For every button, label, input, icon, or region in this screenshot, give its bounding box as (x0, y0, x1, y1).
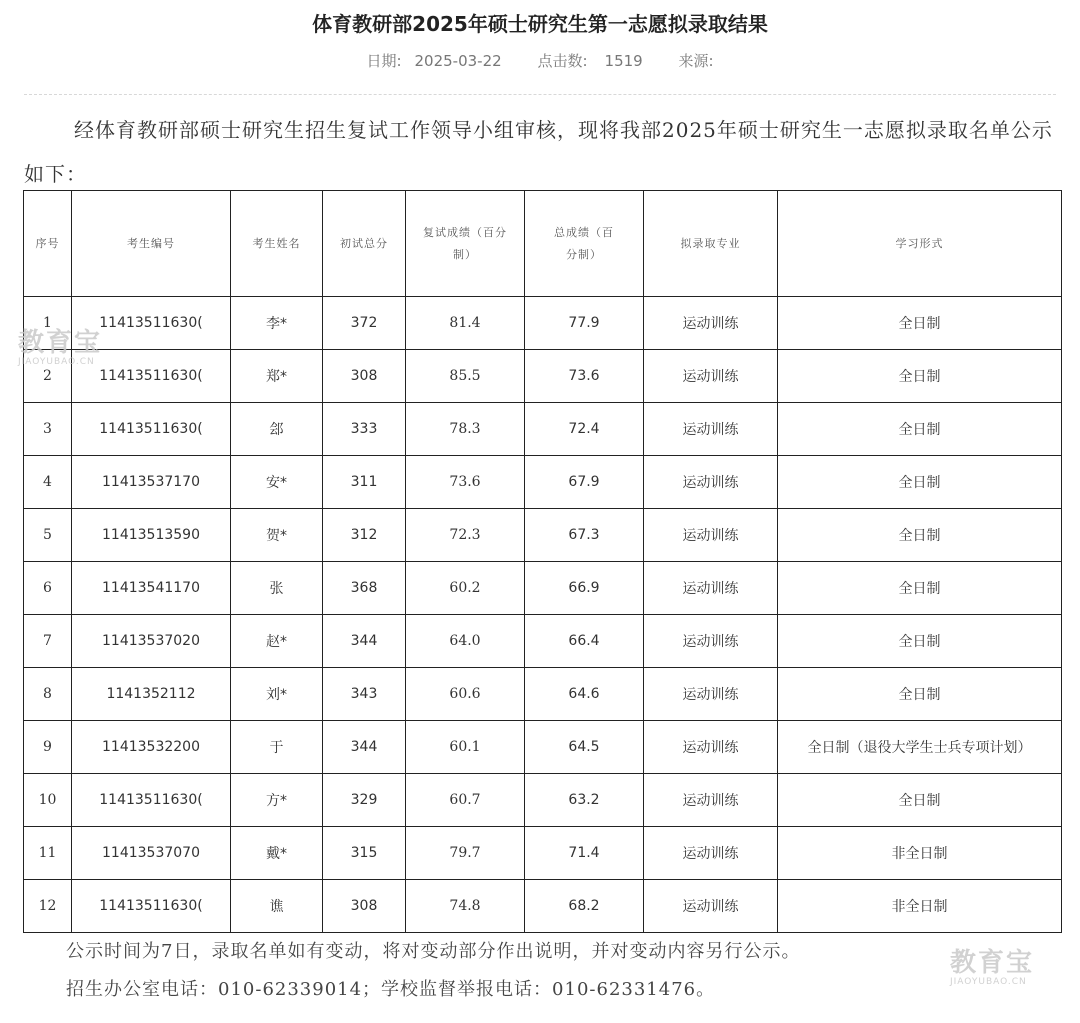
cell-no: 11 (24, 827, 72, 880)
cell-no: 6 (24, 562, 72, 615)
cell-mode: 全日制 (778, 615, 1062, 668)
clicks-value: 1519 (604, 52, 643, 70)
cell-total: 63.2 (525, 774, 644, 827)
cell-name: 贺* (231, 509, 323, 562)
cell-name: 张 (231, 562, 323, 615)
table-row (24, 827, 1062, 880)
table-row (24, 403, 1062, 456)
cell-name: 方* (231, 774, 323, 827)
cell-id: 11413511630( (72, 350, 231, 403)
cell-major: 运动训练 (644, 562, 778, 615)
cell-retest: 60.6 (406, 668, 525, 721)
cell-prelim: 308 (323, 880, 406, 933)
header-retest: 复试成绩（百分制） (406, 191, 525, 297)
table-header-row (24, 191, 1062, 297)
table-row (24, 721, 1062, 774)
source-label: 来源: (678, 52, 714, 70)
cell-mode: 全日制 (778, 668, 1062, 721)
cell-no: 12 (24, 880, 72, 933)
cell-retest: 79.7 (406, 827, 525, 880)
cell-retest: 78.3 (406, 403, 525, 456)
cell-major: 运动训练 (644, 668, 778, 721)
cell-id: 11413511630( (72, 297, 231, 350)
cell-name: 郐 (231, 403, 323, 456)
cell-no: 3 (24, 403, 72, 456)
cell-retest: 73.6 (406, 456, 525, 509)
clicks-label: 点击数: (537, 52, 588, 70)
cell-name: 安* (231, 456, 323, 509)
table-row (24, 615, 1062, 668)
watermark-domain: JIAOYUBAO.CN (18, 357, 95, 367)
footer-contact: 招生办公室电话：010-62339014；学校监督举报电话：010-62331476。 (66, 979, 716, 1000)
article-meta (0, 50, 1080, 71)
date-label: 日期: (366, 52, 402, 70)
watermark-brand: 教育宝 (18, 328, 103, 358)
cell-id: 11413541170 (72, 562, 231, 615)
watermark-domain: JIAOYUBAO.CN (950, 977, 1027, 987)
header-name: 考生姓名 (231, 191, 323, 297)
cell-prelim: 312 (323, 509, 406, 562)
cell-total: 66.4 (525, 615, 644, 668)
table-row (24, 297, 1062, 350)
watermark-brand: 教育宝 (950, 948, 1035, 978)
table-row (24, 774, 1062, 827)
header-id: 考生编号 (72, 191, 231, 297)
cell-major: 运动训练 (644, 615, 778, 668)
cell-mode: 全日制 (778, 403, 1062, 456)
cell-major: 运动训练 (644, 297, 778, 350)
cell-no: 8 (24, 668, 72, 721)
cell-mode: 全日制（退役大学生士兵专项计划） (778, 721, 1062, 774)
header-total: 总成绩（百分制） (525, 191, 644, 297)
cell-name: 郑* (231, 350, 323, 403)
cell-name: 戴* (231, 827, 323, 880)
watermark-logo (950, 950, 1034, 987)
cell-mode: 全日制 (778, 350, 1062, 403)
divider (24, 94, 1056, 95)
cell-name: 谯 (231, 880, 323, 933)
header-prelim: 初试总分 (323, 191, 406, 297)
cell-major: 运动训练 (644, 509, 778, 562)
cell-retest: 60.7 (406, 774, 525, 827)
cell-retest: 85.5 (406, 350, 525, 403)
header-no: 序号 (24, 191, 72, 297)
cell-total: 67.9 (525, 456, 644, 509)
cell-name: 李* (231, 297, 323, 350)
cell-id: 11413532200 (72, 721, 231, 774)
cell-id: 11413511630( (72, 774, 231, 827)
cell-total: 66.9 (525, 562, 644, 615)
cell-prelim: 315 (323, 827, 406, 880)
cell-name: 刘* (231, 668, 323, 721)
table-row (24, 880, 1062, 933)
table-row (24, 456, 1062, 509)
table-row (24, 509, 1062, 562)
cell-id: 11413513590 (72, 509, 231, 562)
cell-retest: 64.0 (406, 615, 525, 668)
cell-total: 73.6 (525, 350, 644, 403)
footer-notice: 公示时间为7日，录取名单如有变动，将对变动部分作出说明，并对变动内容另行公示。 (66, 941, 801, 962)
cell-no: 9 (24, 721, 72, 774)
cell-mode: 全日制 (778, 297, 1062, 350)
cell-prelim: 333 (323, 403, 406, 456)
cell-prelim: 329 (323, 774, 406, 827)
cell-major: 运动训练 (644, 403, 778, 456)
cell-prelim: 372 (323, 297, 406, 350)
cell-retest: 60.1 (406, 721, 525, 774)
cell-name: 于 (231, 721, 323, 774)
cell-prelim: 308 (323, 350, 406, 403)
cell-no: 2 (24, 350, 72, 403)
cell-total: 67.3 (525, 509, 644, 562)
cell-mode: 非全日制 (778, 880, 1062, 933)
table-body (24, 297, 1062, 933)
cell-retest: 74.8 (406, 880, 525, 933)
cell-retest: 60.2 (406, 562, 525, 615)
cell-id: 11413537020 (72, 615, 231, 668)
cell-no: 7 (24, 615, 72, 668)
cell-id: 11413537170 (72, 456, 231, 509)
cell-total: 68.2 (525, 880, 644, 933)
cell-id: 11413537070 (72, 827, 231, 880)
cell-major: 运动训练 (644, 721, 778, 774)
cell-mode: 非全日制 (778, 827, 1062, 880)
date-value: 2025-03-22 (414, 52, 502, 70)
intro-paragraph: 经体育教研部硕士研究生招生复试工作领导小组审核，现将我部2025年硕士研究生一志愿拟录取名单公示如下： (24, 118, 1053, 186)
cell-total: 64.6 (525, 668, 644, 721)
cell-no: 5 (24, 509, 72, 562)
page-title: 体育教研部2025年硕士研究生第一志愿拟录取结果 (312, 12, 768, 36)
table-row (24, 350, 1062, 403)
cell-major: 运动训练 (644, 350, 778, 403)
cell-mode: 全日制 (778, 774, 1062, 827)
table-row (24, 668, 1062, 721)
cell-prelim: 343 (323, 668, 406, 721)
cell-total: 71.4 (525, 827, 644, 880)
cell-no: 1 (24, 297, 72, 350)
cell-total: 77.9 (525, 297, 644, 350)
cell-no: 10 (24, 774, 72, 827)
cell-id: 11413511630( (72, 403, 231, 456)
cell-mode: 全日制 (778, 509, 1062, 562)
cell-prelim: 344 (323, 615, 406, 668)
table-row (24, 562, 1062, 615)
cell-retest: 81.4 (406, 297, 525, 350)
cell-major: 运动训练 (644, 880, 778, 933)
cell-id: 11413511630( (72, 880, 231, 933)
cell-prelim: 344 (323, 721, 406, 774)
cell-name: 赵* (231, 615, 323, 668)
cell-prelim: 368 (323, 562, 406, 615)
cell-major: 运动训练 (644, 827, 778, 880)
admission-table (23, 190, 1062, 933)
cell-retest: 72.3 (406, 509, 525, 562)
cell-mode: 全日制 (778, 456, 1062, 509)
cell-total: 72.4 (525, 403, 644, 456)
cell-major: 运动训练 (644, 774, 778, 827)
cell-id: 1141352112 (72, 668, 231, 721)
watermark-logo (18, 330, 102, 367)
cell-no: 4 (24, 456, 72, 509)
cell-total: 64.5 (525, 721, 644, 774)
cell-major: 运动训练 (644, 456, 778, 509)
cell-prelim: 311 (323, 456, 406, 509)
cell-mode: 全日制 (778, 562, 1062, 615)
header-major: 拟录取专业 (644, 191, 778, 297)
header-mode: 学习形式 (778, 191, 1062, 297)
